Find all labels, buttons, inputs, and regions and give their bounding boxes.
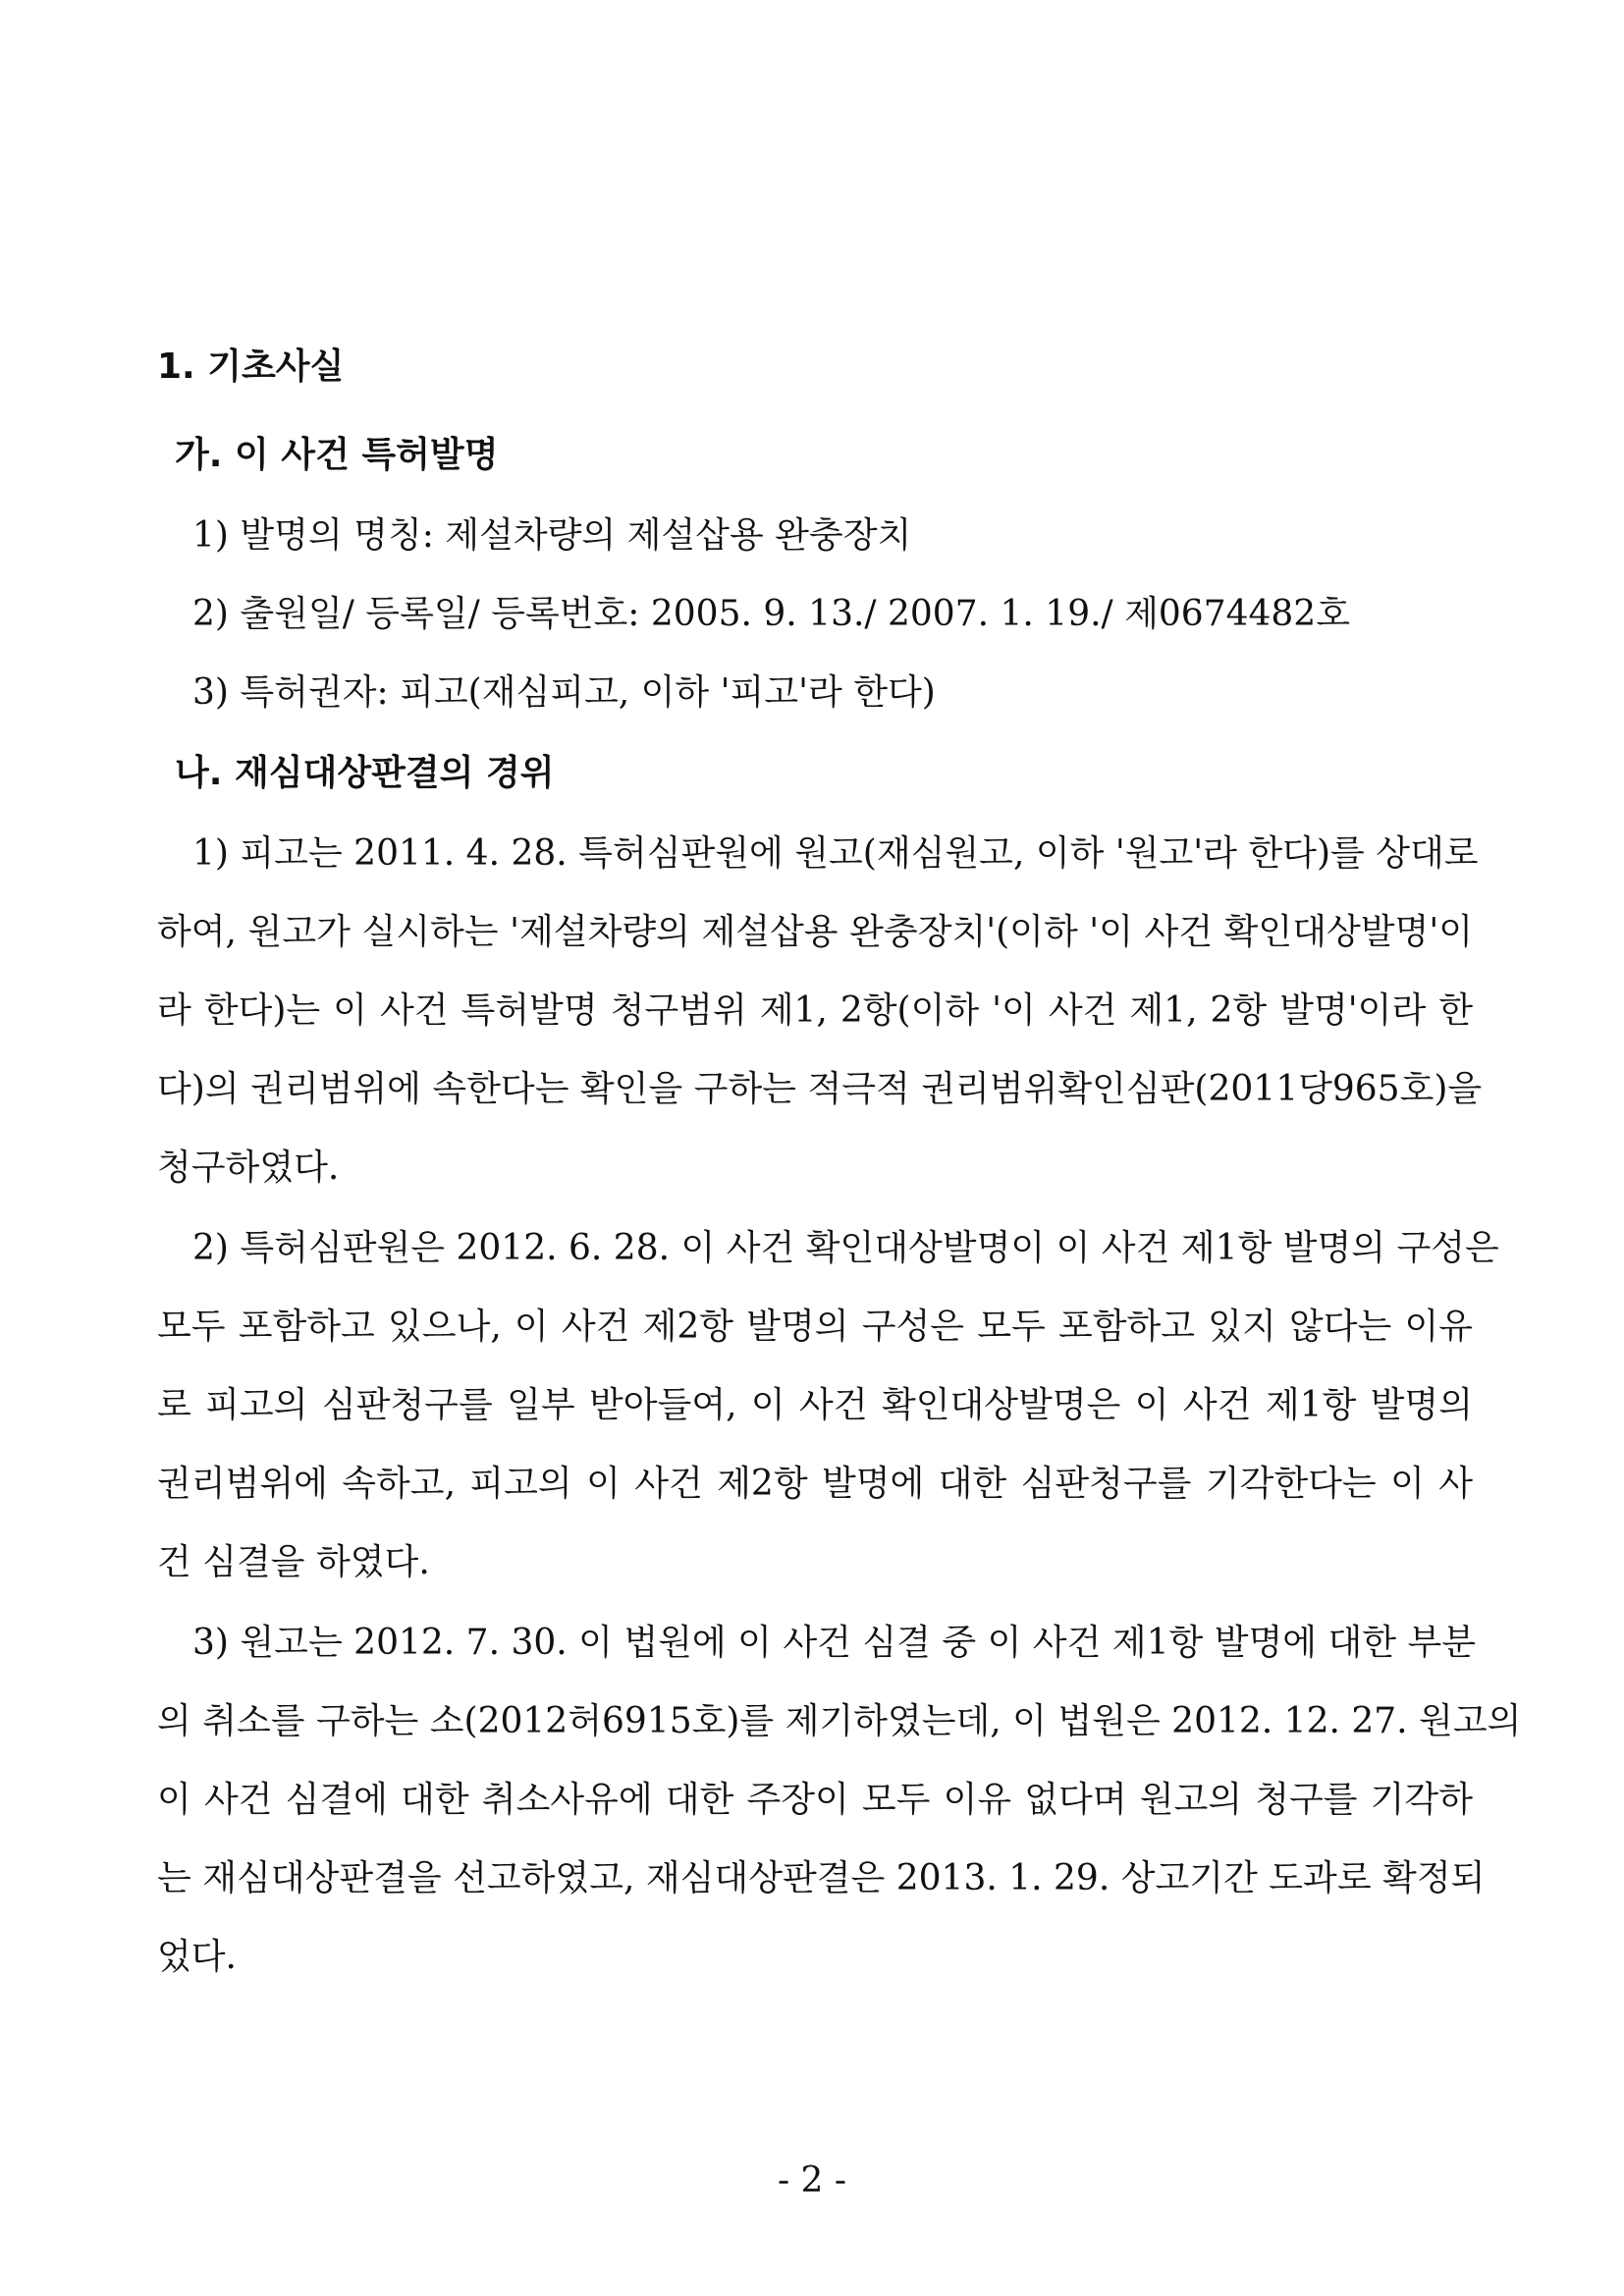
paragraph-line: 라 한다)는 이 사건 특허발명 청구범위 제1, 2항(이하 '이 사건 제1, 2항 발명'이라 한 [157,990,1473,1031]
paragraph-line: 권리범위에 속하고, 피고의 이 사건 제2항 발명에 대한 심판청구를 기각한다는 이 사 [157,1464,1473,1504]
paragraph-line: 1) 피고는 2011. 4. 28. 특허심판원에 원고(재심원고, 이하 '원고'라 한다)를 상대로 [192,833,1479,874]
paragraph-line: 의 취소를 구하는 소(2012허6915호)를 제기하였는데, 이 법원은 2012. 12. 27. 원고의 [157,1701,1522,1741]
paragraph-line: 이 사건 심결에 대한 취소사유에 대한 주장이 모두 이유 없다며 원고의 청구를 기각하 [157,1780,1473,1820]
paragraph-line: 는 재심대상판결을 선고하였고, 재심대상판결은 2013. 1. 29. 상고기간 도과로 확정되 [157,1858,1486,1898]
paragraph-line: 하여, 원고가 실시하는 '제설차량의 제설삽용 완충장치'(이하 '이 사건 확인대상발명'이 [157,912,1473,952]
page-number: - 2 - [777,2161,847,2201]
paragraph-line: 2) 특허심판원은 2012. 6. 28. 이 사건 확인대상발명이 이 사건 제1항 발명의 구성은 [192,1228,1499,1268]
paragraph-line: 었다. [157,1937,237,1977]
section-heading: 1. 기초사실 [157,347,345,387]
paragraph-line: 로 피고의 심판청구를 일부 받아들여, 이 사건 확인대상발명은 이 사건 제1항 발명의 [157,1385,1473,1425]
paragraph-line: 3) 원고는 2012. 7. 30. 이 법원에 이 사건 심결 중 이 사건 제1항 발명에 대한 부분 [192,1623,1477,1663]
list-item: 1) 발명의 명칭: 제설차량의 제설삽용 완충장치 [192,515,912,556]
list-item: 3) 특허권자: 피고(재심피고, 이하 '피고'라 한다) [192,672,936,713]
paragraph-line: 청구하였다. [157,1148,340,1188]
list-item: 2) 출원일/ 등록일/ 등록번호: 2005. 9. 13./ 2007. 1. 19./ 제0674482호 [192,594,1350,634]
paragraph-line: 건 심결을 하였다. [157,1542,430,1582]
subsection-heading: 가. 이 사건 특허발명 [175,435,499,475]
paragraph-line: 모두 포함하고 있으나, 이 사건 제2항 발명의 구성은 모두 포함하고 있지 않다는 이유 [157,1307,1473,1347]
paragraph-line: 다)의 권리범위에 속한다는 확인을 구하는 적극적 권리범위확인심판(2011당965호)을 [157,1069,1483,1109]
subsection-heading: 나. 재심대상판결의 경위 [175,753,555,793]
